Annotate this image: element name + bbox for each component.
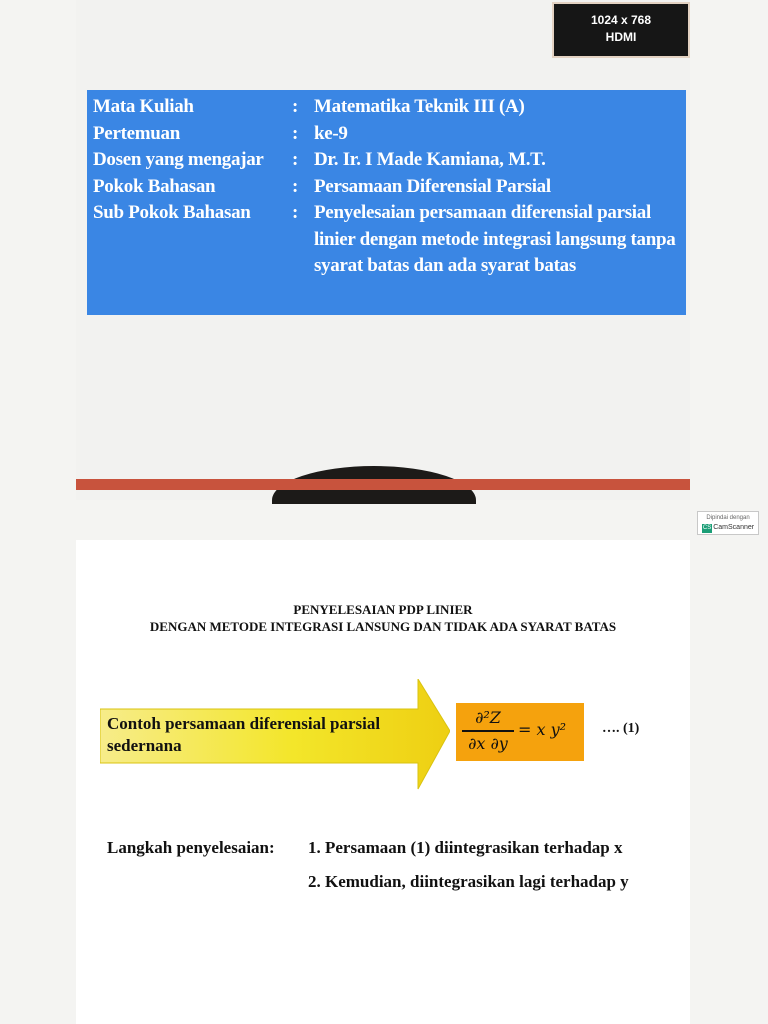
info-row-course (93, 94, 680, 121)
fraction-bar (462, 730, 514, 732)
equation-denominator: ∂x ∂y (468, 734, 508, 753)
info-label: Mata Kuliah (93, 96, 194, 117)
partial-fraction (462, 707, 514, 755)
info-label: Pokok Bahasan (93, 175, 216, 197)
info-value: Persamaan Diferensial Parsial (314, 175, 551, 197)
equation-rhs: = x y² (518, 720, 567, 739)
equation-number: …. (1) (602, 721, 640, 736)
slide-title (76, 601, 690, 635)
info-label: Sub Pokok Bahasan (93, 202, 251, 223)
resolution-text: 1024 x 768 (590, 13, 652, 27)
equation-numerator: ∂²Z (475, 708, 501, 727)
title-line-1: PENYELESAIAN PDP LINIER (293, 602, 473, 617)
info-row-lecturer (93, 147, 680, 174)
info-row-subtopic (93, 200, 680, 280)
info-separator: : (292, 122, 299, 144)
screen-bottom-strip (76, 479, 690, 490)
input-text: HDMI (605, 30, 637, 44)
info-separator: : (292, 202, 299, 223)
steps-label: Langkah penyelesaian: (107, 838, 275, 857)
step-1: 1. Persamaan (1) diintegrasikan terhadap x (308, 838, 623, 857)
info-value: Dr. Ir. I Made Kamiana, M.T. (314, 149, 546, 170)
info-separator: : (292, 175, 299, 197)
info-value: Matematika Teknik III (A) (314, 96, 525, 117)
title-line-2: DENGAN METODE INTEGRASI LANSUNG DAN TIDAK ADA SYARAT BATAS (149, 619, 617, 634)
scanner-brand (698, 523, 758, 533)
info-separator: : (292, 149, 299, 170)
scanner-caption: Dipindai dengan (706, 515, 750, 521)
info-row-topic (93, 174, 680, 201)
info-label: Pertemuan (93, 122, 180, 144)
info-value: Penyelesaian persamaan diferensial parsial linier dengan metode integrasi langsung tanpa syarat batas dan ada syarat batas (314, 202, 676, 276)
info-label: Dosen yang mengajar (93, 149, 264, 170)
info-value: ke-9 (314, 122, 348, 144)
equation-box (456, 703, 584, 761)
camscanner-watermark (697, 511, 759, 535)
camscanner-logo-icon: CS (702, 525, 712, 531)
info-row-meeting (93, 121, 680, 148)
step-2: 2. Kemudian, diintegrasikan lagi terhadap y (308, 872, 629, 891)
projector-resolution-badge (552, 2, 690, 58)
example-label: Contoh persamaan diferensial parsial sedernana (107, 714, 381, 755)
info-separator: : (292, 96, 299, 117)
course-info-box (87, 90, 686, 315)
scanner-brand-text: CamScanner (713, 524, 755, 531)
